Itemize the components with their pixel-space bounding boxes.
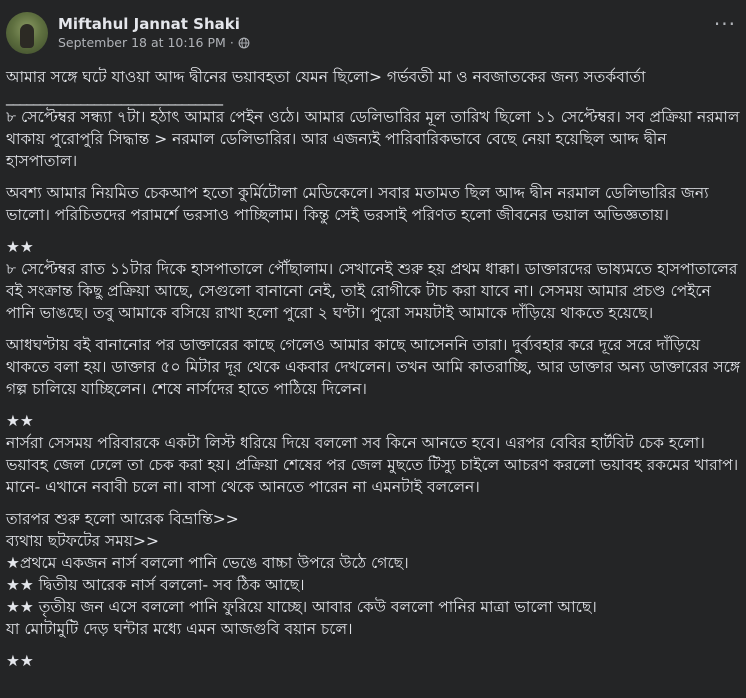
paragraph: আধঘণ্টায় বই বানানোর পর ডাক্তারের কাছে গেলেও আমার কাছে আসেননি তারা। দুর্ব্যবহার করে দূরে সরে দাঁড়িয়ে থাকতে বলা হয়। ডাক্তার ৫০ মিটার দূর থেকে একবার দেখলেন। তখন আমি কাতরাচ্ছি, আর ডাক্তার অন্য ডাক্তারের সঙ্গে গল্প চালিয়ে যাচ্ছিলেন। শেষে নার্সদের হাতে পাঠিয়ে দিলেন। (6, 336, 741, 398)
section-stars: ★★ (6, 412, 34, 430)
paragraph-line: ★প্রথমে একজন নার্স বললো পানি ভেঙে বাচ্চা উপরে উঠে গেছে। (6, 554, 409, 572)
more-options-button[interactable]: ··· (713, 12, 736, 36)
author-avatar[interactable] (6, 12, 48, 54)
post-subline (58, 34, 250, 52)
post-meta (58, 14, 250, 52)
paragraph-line: ★★ দ্বিতীয় আরেক নার্স বললো- সব ঠিক আছে। (6, 576, 305, 594)
paragraph-line: যা মোটামুটি দেড় ঘন্টার মধ্যে এমন আজগুবি বয়ান চলে। (6, 620, 353, 638)
paragraph-line: ব্যথায় ছটফটের সময়>> (6, 532, 159, 550)
section-stars: ★★ (6, 238, 34, 256)
section-stars: ★★ (6, 652, 34, 670)
paragraph: নার্সরা সেসময় পরিবারকে একটা লিস্ট ধরিয়ে দিয়ে বললো সব কিনে আনতে হবে। এরপর বেবির হার্টবিট চেক হলো। ভয়াবহ জেল ঢেলে তা চেক করা হয়। প্রক্রিয়া শেষের পর জেল মুছতে টিস্যু চাইলে আচরণ করলো ভয়াবহ রকমের খারাপ। মানে- এখানে নবাবী চলে না। বাসা থেকে আনতে পারেন না এমনটাই বললেন। (6, 434, 739, 496)
paragraph-line: তারপর শুরু হলো আরেক বিভ্রান্তি>> (6, 510, 239, 528)
post-body (6, 66, 742, 672)
divider-line: ________________________________ (6, 88, 222, 106)
paragraph: অবশ্য আমার নিয়মিত চেকআপ হতো কুর্মিটোলা মেডিকেলে। সবার মতামত ছিল আদ্দ দ্বীন নরমাল ডেলিভারির জন্য ভালো। পরিচিতদের পরামর্শে ভরসাও পাচ্ছিলাম। কিন্তু সেই ভরসাই পরিণত হলো জীবনের ভয়াল অভিজ্ঞতায়। (6, 184, 709, 224)
paragraph: ৮ সেপ্টেম্বর রাত ১১টার দিকে হাসপাতালে পৌঁছালাম। সেখানেই শুরু হয় প্রথম ধাক্কা। ডাক্তারদের ভাষ্যমতে হাসপাতালের বই সংক্রান্ত কিছু প্রক্রিয়া আছে, সেগুলো বানানো নেই, তাই রোগীকে টাচ করা যাবে না। সেসময় আমার প্রচণ্ড পেইনে পানি ভাঙছে। তবু আমাকে বসিয়ে রাখা হলো পুরো ২ ঘণ্টা। পুরো সময়টাই আমাকে দাঁড়িয়ে থাকতে হয়েছে। (6, 260, 738, 322)
paragraph-line: ★★ তৃতীয় জন এসে বললো পানি ফুরিয়ে যাচ্ছে। আবার কেউ বললো পানির মাত্রা ভালো আছে। (6, 598, 597, 616)
meta-separator: · (229, 35, 234, 50)
post-header (6, 12, 250, 54)
paragraph: ৮ সেপ্টেম্বর সন্ধ্যা ৭টা। হঠাৎ আমার পেইন ওঠে। আমার ডেলিভারির মূল তারিখ ছিলো ১১ সেপ্টেম্বর। সব প্রক্রিয়া নরমাল থাকায় পুরোপুরি সিদ্ধান্ত > নরমাল ডেলিভারির। আর এজন্যই পারিবারিকভাবে বেছে নেয়া হয়েছিল আদ্দ দ্বীন হাসপাতাল। (6, 108, 740, 170)
globe-icon (238, 37, 250, 49)
post-title: আমার সঙ্গে ঘটে যাওয়া আদ্দ দ্বীনের ভয়াবহতা যেমন ছিলো> গর্ভবতী মা ও নবজাতকের জন্য সতর্কবার্তা (6, 68, 646, 86)
author-name[interactable]: Miftahul Jannat Shaki (58, 15, 240, 33)
post-timestamp[interactable]: September 18 at 10:16 PM (58, 35, 226, 50)
